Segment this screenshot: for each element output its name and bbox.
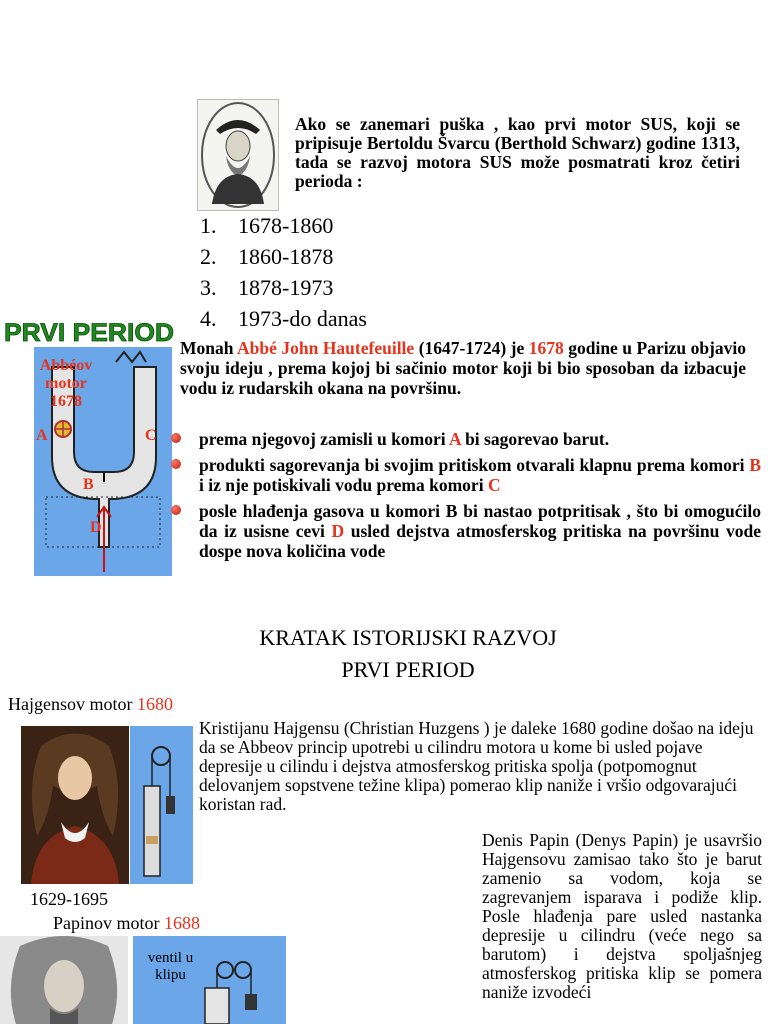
label-a: A xyxy=(36,427,48,444)
prvi-period-logo xyxy=(2,318,176,348)
bullet-item: produkti sagorevanja bi svojim pritiskom otvarali klapnu prema komori B i iz nje potiskivali vodu prema komori C xyxy=(171,455,761,495)
slide2-heading: KRATAK ISTORIJSKI RAZVOJ PRVI PERIOD xyxy=(259,625,557,682)
list-item: 1. 1678-1860 xyxy=(200,213,334,238)
ventil-label: ventil u klipu xyxy=(147,950,194,983)
list-item: 3. 1878-1973 xyxy=(200,275,334,300)
bullet-icon xyxy=(171,433,181,443)
svg-text:PRVI PERIOD: PRVI PERIOD xyxy=(4,319,174,347)
papin-paragraph: Denis Papin (Denys Papin) je usavršio Hajgensovu zamisao tako što je barut zamenio sa vodom, koja se zagrevanjem isparava i podiže klip. Posle hlađenja pare usled nastanka depresije u cilindru (veće nego sa barutom) i dejstva spoljašnjeg atmosferskog pritiska klip se pomera naniže izvodeći xyxy=(482,830,762,1002)
engine-title: Abbéov motor 1678 xyxy=(39,357,93,410)
bullet-item: prema njegovoj zamisli u komori A bi sagorevao barut. xyxy=(171,429,761,449)
hajgensov-motor-label: Hajgensov motor 1680 xyxy=(8,694,173,714)
bullet-icon xyxy=(171,505,181,515)
monah-paragraph: Monah Abbé John Hautefeuille (1647-1724) je 1678 godine u Parizu objavio svoju ideju , prema kojoj bi sačinio motor koji bi bio sposoban da izbacuje vodu iz rudarskih okana na površinu. xyxy=(180,338,746,398)
label-b: B xyxy=(83,476,94,493)
papinov-motor-label: Papinov motor 1688 xyxy=(53,913,200,933)
huygens-years: 1629-1695 xyxy=(30,889,108,909)
label-c: C xyxy=(145,427,157,444)
huygens-portrait xyxy=(21,726,129,884)
list-item: 2. 1860-1878 xyxy=(200,244,334,269)
intro-paragraph: Ako se zanemari puška , kao prvi motor SUS, koji se pripisuje Bertoldu Švarcu (Berthold Schwarz) godine 1313, tada se razvoj motora SUS može posmatrati kroz četiri perioda : xyxy=(295,114,740,191)
list-item: 4. 1973-do danas xyxy=(200,306,367,331)
bullet-item: posle hlađenja gasova u komori B bi nastao potpritisak , što bi omogućilo da iz usisne cevi D usled dejstva atmosferskog pritiska na površinu vode dospe nova količina vode xyxy=(171,501,761,561)
periods-list xyxy=(200,210,367,334)
huygens-paragraph: Kristijanu Hajgensu (Christian Huzgens ) je daleke 1680 godine došao na ideju da se Abbeov princip upotrebi u cilindru motora u kome bi usled pojave depresije u cilindu i dejstva atmosferskog pritiska spolja (potpomognut delovanjem sopstvene težine klipa) pomerao klip naniže i vršio odgovarajući koristan rad. xyxy=(199,718,754,814)
bullet-icon xyxy=(171,459,181,469)
papin-portrait xyxy=(0,936,128,1024)
huygens-engine-diagram xyxy=(130,726,193,884)
label-d: D xyxy=(90,519,102,536)
schwarz-portrait xyxy=(197,99,279,211)
